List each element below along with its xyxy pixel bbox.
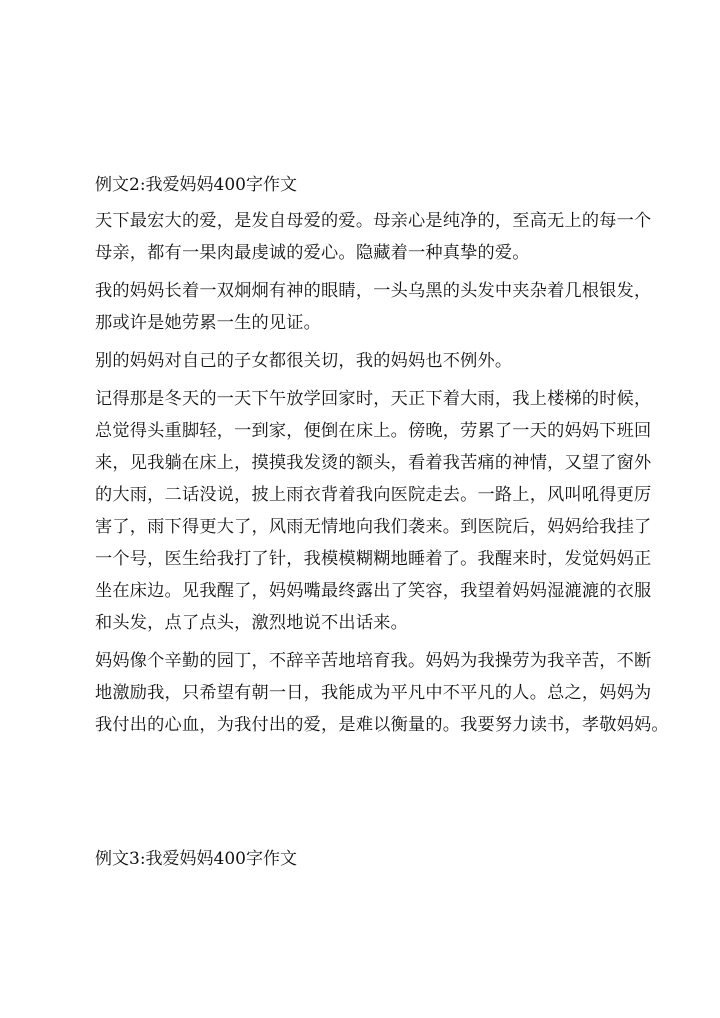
text-line: 记得那是冬天的一天下午放学回家时，天正下着大雨，我上楼梯的时候， bbox=[95, 389, 652, 409]
text-line: 总觉得头重脚轻，一到家，便倒在床上。傍晚，劳累了一天的妈妈下班回 bbox=[95, 421, 652, 441]
text-line: 害了，雨下得更大了，风雨无情地向我们袭来。到医院后，妈妈给我挂了 bbox=[95, 517, 652, 537]
text-line: 来，见我躺在床上，摸摸我发烫的额头，看着我苦痛的神情，又望了窗外 bbox=[95, 453, 652, 473]
paragraph-1 bbox=[95, 205, 652, 269]
text-line: 地激励我，只希望有朝一日，我能成为平凡中不平凡的人。总之，妈妈为 bbox=[95, 683, 652, 703]
paragraph-4 bbox=[95, 383, 652, 639]
text-line: 坐在床边。见我醒了，妈妈嘴最终露出了笑容，我望着妈妈湿漉漉的衣服 bbox=[95, 581, 652, 601]
text-line: 我付出的心血，为我付出的爱，是难以衡量的。我要努力读书，孝敬妈妈。 bbox=[95, 715, 669, 735]
essay-3-title: 例文3:我爱妈妈400字作文 bbox=[95, 849, 297, 869]
text-line: 天下最宏大的爱，是发自母爱的爱。母亲心是纯净的，至高无上的每一个 bbox=[95, 211, 652, 231]
text-line: 那或许是她劳累一生的见证。 bbox=[95, 313, 322, 333]
paragraph-3 bbox=[95, 345, 630, 377]
paragraph-5 bbox=[95, 645, 669, 741]
text-line: 我的妈妈长着一双炯炯有神的眼睛，一头乌黑的头发中夹杂着几根银发， bbox=[95, 281, 652, 301]
text-line: 别的妈妈对自己的子女都很关切，我的妈妈也不例外。 bbox=[95, 351, 513, 371]
paragraph-2 bbox=[95, 275, 652, 339]
text-line: 和头发，点了点头，激烈地说不出话来。 bbox=[95, 613, 408, 633]
text-line: 一个号，医生给我打了针，我模模糊糊地睡着了。我醒来时，发觉妈妈正 bbox=[95, 549, 652, 569]
text-line: 母亲，都有一果肉最虔诚的爱心。隐藏着一种真挚的爱。 bbox=[95, 243, 530, 263]
essay-2-body bbox=[95, 205, 669, 747]
text-line: 妈妈像个辛勤的园丁，不辞辛苦地培育我。妈妈为我操劳为我辛苦，不断 bbox=[95, 651, 652, 671]
essay-2-title: 例文2:我爱妈妈400字作文 bbox=[95, 175, 297, 195]
text-line: 的大雨，二话没说，披上雨衣背着我向医院走去。一路上，风叫吼得更厉 bbox=[95, 485, 652, 505]
